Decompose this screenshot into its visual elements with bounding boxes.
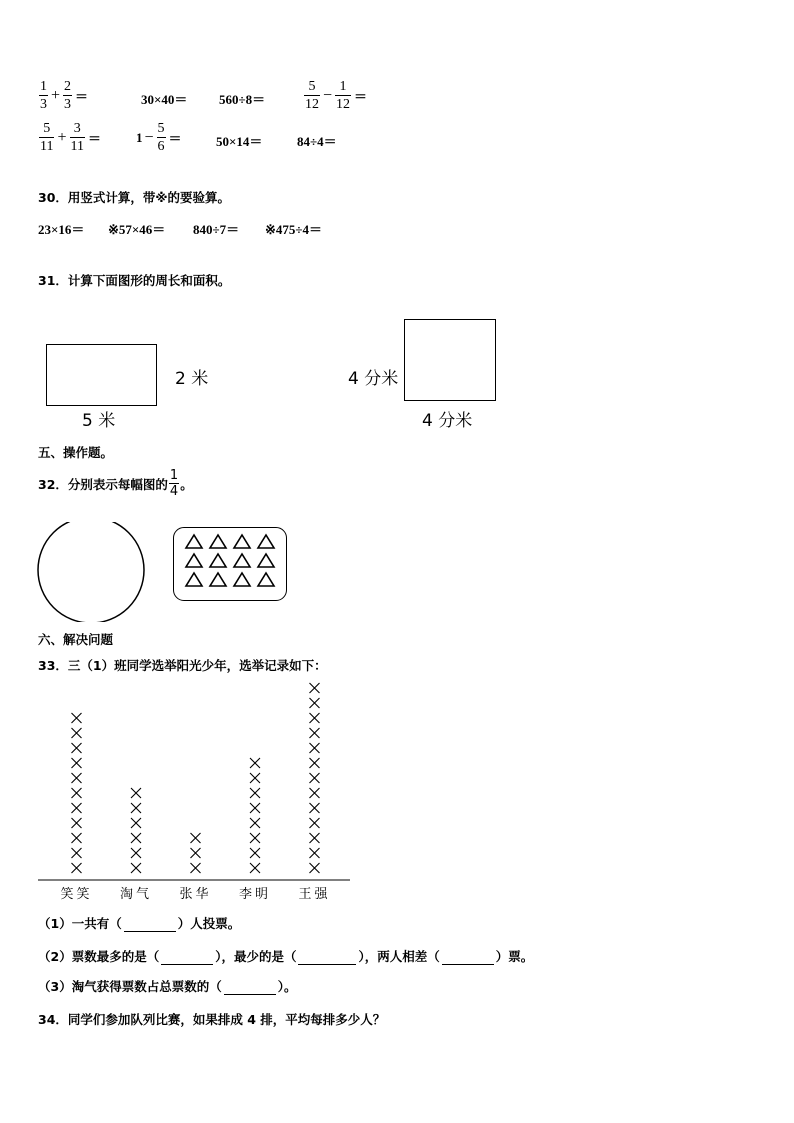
q29-expr-4: [303, 78, 367, 113]
fraction: $\frac{5}{11}$: [40, 121, 54, 154]
operator: −: [144, 128, 154, 146]
q31-title: 31．计算下面图形的周长和面积。: [38, 273, 231, 288]
vote-mark: [131, 818, 141, 828]
q32-title: 32．分别表示每幅图的 $\frac{1}{4}$ 。: [38, 468, 193, 499]
vote-column-5: [310, 680, 320, 873]
vote-mark: [310, 818, 320, 828]
vote-mark: [72, 848, 82, 858]
vote-mark: [72, 803, 82, 813]
vote-mark: [131, 833, 141, 843]
equals: ＝: [168, 131, 182, 146]
operator: −: [323, 86, 333, 104]
vote-mark: [310, 698, 320, 708]
vote-mark: [310, 743, 320, 753]
operator: +: [57, 128, 67, 146]
whole-number: 1: [136, 129, 143, 145]
vote-mark: [72, 833, 82, 843]
triangle-shape: [210, 554, 226, 567]
fraction: $\frac{5}{6}$: [157, 121, 165, 154]
square-bottom-label: 4 分米: [422, 411, 473, 431]
vote-column-1: [72, 713, 82, 873]
answer-blank[interactable]: [224, 982, 276, 995]
vote-chart: [36, 680, 356, 905]
rect-height-label: 2 米: [175, 369, 209, 389]
vote-column-2: [131, 788, 141, 873]
vote-mark: [250, 758, 260, 768]
q30-item-1: 23×16＝: [38, 222, 85, 237]
q33-sub3: （3）淘气获得票数占总票数的（ ）。: [38, 979, 297, 994]
q33-title: 33．三（1）班同学选举阳光少年，选举记录如下：: [38, 658, 327, 673]
q30-item-3: 840÷7＝: [193, 222, 240, 237]
triangle-shape: [186, 535, 202, 548]
q33-sub2: （2）票数最多的是（ ），最少的是（ ），两人相差（ ）票。: [38, 949, 534, 964]
triangle-shape: [234, 573, 250, 586]
vote-mark: [310, 848, 320, 858]
vote-mark: [131, 788, 141, 798]
fraction: $\frac{1}{12}$: [336, 79, 351, 112]
answer-blank[interactable]: [442, 952, 494, 965]
equals: ＝: [354, 89, 368, 104]
vote-mark: [250, 773, 260, 783]
answer-blank[interactable]: [161, 952, 213, 965]
vote-mark: [250, 803, 260, 813]
q29-expr-7: 50×14＝: [216, 134, 263, 149]
vote-mark: [310, 773, 320, 783]
category-label: 李明: [238, 887, 272, 902]
category-label: 淘气: [119, 887, 153, 902]
vote-mark: [310, 803, 320, 813]
vote-mark: [72, 863, 82, 873]
vote-column-3: [191, 833, 201, 873]
vote-mark: [250, 788, 260, 798]
vote-mark: [131, 803, 141, 813]
fraction: $\frac{1}{4}$: [169, 468, 179, 499]
vote-mark: [310, 758, 320, 768]
q30-title: 30．用竖式计算，带※的要验算。: [38, 190, 231, 205]
q33-sub1: （1）一共有（ ）人投票。: [38, 916, 241, 931]
rect-width-label: 5 米: [82, 411, 116, 431]
equals: ＝: [75, 89, 89, 104]
vote-mark: [131, 863, 141, 873]
triangle-shape: [210, 535, 226, 548]
vote-mark: [72, 773, 82, 783]
vote-mark: [72, 713, 82, 723]
vote-mark: [310, 713, 320, 723]
square-side-label: 4 分米: [348, 369, 399, 389]
vote-mark: [72, 788, 82, 798]
vote-mark: [191, 833, 201, 843]
vote-mark: [72, 818, 82, 828]
q29-expr-6: [136, 120, 182, 155]
vote-column-4: [250, 758, 260, 873]
q30-item-4: ※475÷4＝: [265, 222, 323, 237]
vote-mark: [310, 683, 320, 693]
rectangle-shape: [46, 344, 157, 406]
equals: ＝: [88, 131, 102, 146]
vote-mark: [250, 863, 260, 873]
operator: +: [51, 86, 61, 104]
vote-mark: [72, 758, 82, 768]
triangle-shape: [258, 573, 274, 586]
category-label: 笑笑: [60, 887, 93, 902]
vote-mark: [250, 833, 260, 843]
fraction: $\frac{3}{11}$: [70, 121, 84, 154]
vote-mark: [72, 743, 82, 753]
section-5-heading: 五、操作题。: [38, 445, 114, 460]
vote-mark: [131, 848, 141, 858]
vote-mark: [250, 848, 260, 858]
q29-expr-3: 560÷8＝: [219, 92, 266, 107]
triangle-shape: [234, 535, 250, 548]
vote-mark: [310, 863, 320, 873]
vote-mark: [191, 848, 201, 858]
square-shape: [404, 319, 496, 401]
answer-blank[interactable]: [298, 952, 356, 965]
section-6-heading: 六、解决问题: [38, 632, 114, 647]
triangle-shape: [210, 573, 226, 586]
vote-mark: [310, 728, 320, 738]
q29-expr-2: 30×40＝: [141, 92, 188, 107]
vote-mark: [310, 833, 320, 843]
triangle-grid: [174, 528, 286, 600]
vote-mark: [72, 728, 82, 738]
fraction: $\frac{5}{12}$: [305, 79, 319, 112]
q29-expr-1: [38, 78, 88, 113]
triangle-shape: [234, 554, 250, 567]
triangle-shape: [258, 535, 274, 548]
q29-expr-5: [38, 120, 101, 155]
category-label: 王强: [298, 887, 331, 902]
q29-expr-8: 84÷4＝: [297, 134, 337, 149]
triangle-shape: [186, 573, 202, 586]
fraction: $\frac{2}{3}$: [64, 79, 72, 112]
triangle-shape: [186, 554, 202, 567]
triangle-shape: [258, 554, 274, 567]
vote-mark: [191, 863, 201, 873]
q30-item-2: ※57×46＝: [108, 222, 166, 237]
circle-figure: [36, 522, 148, 622]
category-label: 张华: [179, 887, 212, 902]
vote-mark: [250, 818, 260, 828]
fraction: $\frac{1}{3}$: [40, 79, 47, 112]
vote-mark: [310, 788, 320, 798]
q34-title: 34．同学们参加队列比赛，如果排成 4 排，平均每排多少人？: [38, 1012, 386, 1027]
triangles-box: [173, 527, 287, 601]
answer-blank[interactable]: [124, 919, 176, 932]
